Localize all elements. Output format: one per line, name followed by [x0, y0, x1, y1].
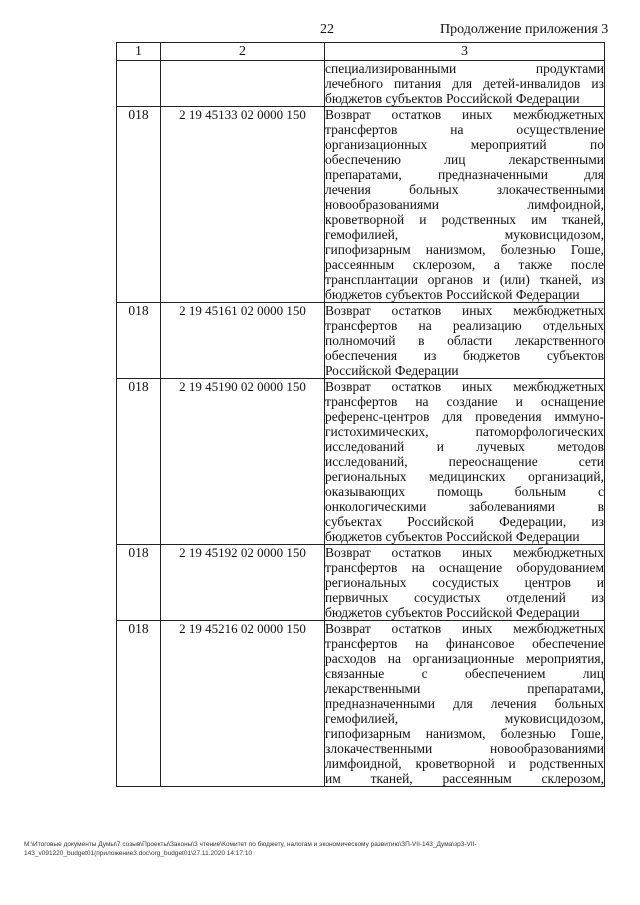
description-line: предназначенными для лечения больных: [325, 696, 604, 711]
description-line: Возврат остатков иных межбюджетных: [325, 621, 604, 636]
admin-code-cell: 018: [117, 379, 161, 545]
description-line: трансфертов на оснащение оборудованием: [325, 560, 604, 575]
budget-code-table: [116, 42, 605, 787]
description-line: кроветворной и родственных им тканей,: [325, 212, 604, 227]
description-line: полномочий в области лекарственного: [325, 333, 604, 348]
admin-code-cell: 018: [117, 303, 161, 379]
description-line: Возврат остатков иных межбюджетных: [325, 303, 604, 318]
description-cell: [325, 61, 605, 107]
description-line: оказывающих помощь больным с: [325, 484, 604, 499]
description-line: обеспечению лиц лекарственными: [325, 152, 604, 167]
description-line: им тканей, рассеянным склерозом,: [325, 771, 604, 786]
table-row: [117, 61, 605, 107]
description-line: бюджетов субъектов Российской Федерации: [325, 605, 580, 620]
budget-classification-code-cell: 2 19 45190 02 0000 150: [161, 379, 325, 545]
description-line: исследований и лучевых методов: [325, 439, 604, 454]
description-cell: [325, 621, 605, 787]
description-line: исследований, переоснащение сети: [325, 454, 604, 469]
appendix-continuation-caption: Продолжение приложения 3: [440, 22, 609, 37]
description-line: трансфертов на осуществление: [325, 122, 604, 137]
description-line: гистохимических, патоморфологических: [325, 424, 604, 439]
description-cell: [325, 303, 605, 379]
admin-code-cell: 018: [117, 107, 161, 303]
description-line: гипофизарным нанизмом, болезнью Гоше,: [325, 242, 604, 257]
description-line: обеспечения из бюджетов субъектов: [325, 348, 604, 363]
description-line: трансфертов на финансовое обеспечение: [325, 636, 604, 651]
file-path-line-1: М:\Итоговые документы Думы\7 созыв\Проекты\Законы\3 чтение\Комитет по бюджету, налогам и экономическому развитию\ЗП-VII-143_Дума\зр3-VII-: [24, 841, 477, 848]
description-line: злокачественными новообразованиями: [325, 741, 604, 756]
description-line: бюджетов субъектов Российской Федерации: [325, 529, 580, 544]
description-line: Возврат остатков иных межбюджетных: [325, 379, 604, 394]
description-line: специализированными продуктами: [325, 61, 604, 76]
admin-code-cell: 018: [117, 545, 161, 621]
description-line: бюджетов субъектов Российской Федерации: [325, 287, 580, 302]
budget-classification-code-cell: 2 19 45133 02 0000 150: [161, 107, 325, 303]
table-header-row: [117, 43, 605, 61]
description-line: субъектах Российской Федерации, из: [325, 514, 604, 529]
description-line: лечебного питания для детей-инвалидов из: [325, 76, 604, 91]
description-line: трансфертов на реализацию отдельных: [325, 318, 604, 333]
file-path-footer: [24, 840, 620, 858]
table-row: [117, 303, 605, 379]
description-line: рассеянным склерозом, а также после: [325, 257, 604, 272]
column-header-1: 1: [117, 43, 161, 61]
description-line: гемофилией, муковисцидозом,: [325, 711, 604, 726]
description-line: бюджетов субъектов Российской Федерации: [325, 91, 580, 106]
budget-classification-code-cell: 2 19 45161 02 0000 150: [161, 303, 325, 379]
column-header-3: 3: [325, 43, 605, 61]
admin-code-cell: 018: [117, 621, 161, 787]
table-row: [117, 107, 605, 303]
budget-classification-code-cell: 2 19 45216 02 0000 150: [161, 621, 325, 787]
description-line: лечения больных злокачественными: [325, 182, 604, 197]
description-line: гемофилией, муковисцидозом,: [325, 227, 604, 242]
description-line: лимфоидной, кроветворной и родственных: [325, 756, 604, 771]
file-path-line-2: 143_v091220_budget01(приложение3.doc\org_budget01\27.11.2020 14:17:10: [24, 850, 253, 857]
table-row: [117, 545, 605, 621]
description-cell: [325, 379, 605, 545]
description-line: региональных медицинских организаций,: [325, 469, 604, 484]
budget-classification-code-cell: 2 19 45192 02 0000 150: [161, 545, 325, 621]
description-line: Возврат остатков иных межбюджетных: [325, 107, 604, 122]
description-line: региональных сосудистых центров и: [325, 575, 604, 590]
description-line: гипофизарным нанизмом, болезнью Гоше,: [325, 726, 604, 741]
description-cell: [325, 545, 605, 621]
admin-code-cell: [117, 61, 161, 107]
column-header-2: 2: [161, 43, 325, 61]
description-line: расходов на организационные мероприятия,: [325, 651, 604, 666]
table-row: [117, 379, 605, 545]
table-row: [117, 621, 605, 787]
description-line: первичных сосудистых отделений из: [325, 590, 604, 605]
description-line: референс-центров для проведения иммуно-: [325, 409, 604, 424]
description-line: организационных мероприятий по: [325, 137, 604, 152]
page-number: 22: [320, 22, 334, 37]
description-line: онкологическими заболеваниями в: [325, 499, 604, 514]
description-line: трансплантации органов и (или) тканей, из: [325, 272, 604, 287]
description-line: связанные с обеспечением лиц: [325, 666, 604, 681]
description-cell: [325, 107, 605, 303]
description-line: Возврат остатков иных межбюджетных: [325, 545, 604, 560]
description-line: препаратами, предназначенными для: [325, 167, 604, 182]
description-line: Российской Федерации: [325, 363, 459, 378]
description-line: трансфертов на создание и оснащение: [325, 394, 604, 409]
description-line: новообразованиями лимфоидной,: [325, 197, 604, 212]
table-body: [117, 61, 605, 787]
budget-classification-code-cell: [161, 61, 325, 107]
description-line: лекарственными препаратами,: [325, 681, 604, 696]
